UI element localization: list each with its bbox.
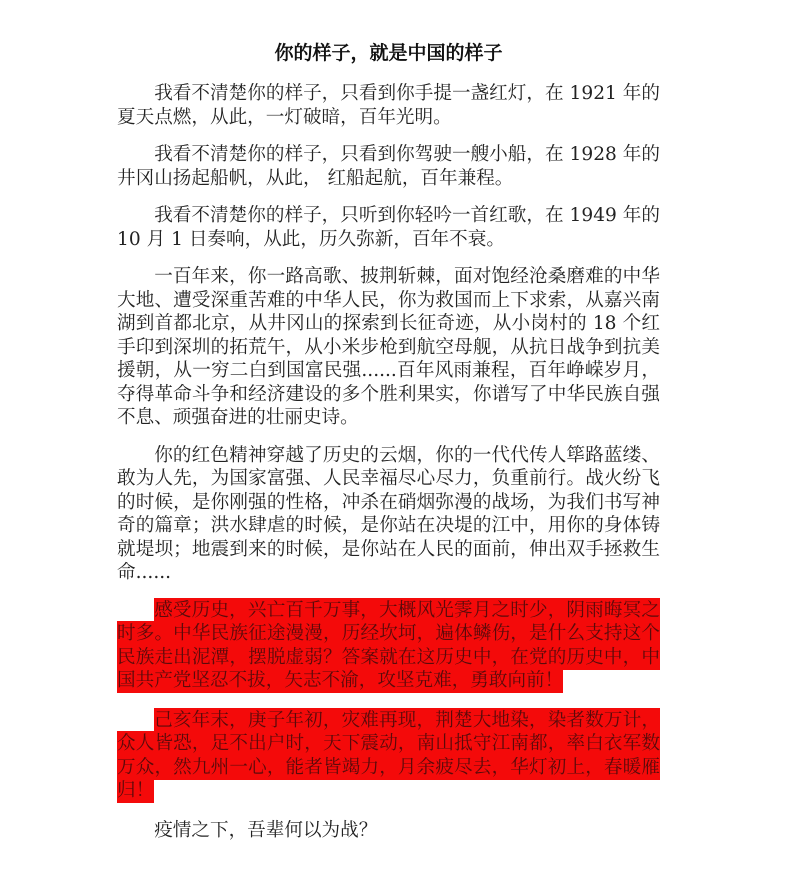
paragraph: 一百年来，你一路高歌、披荆斩棘，面对饱经沧桑磨难的中华大地、遭受深重苦难的中华人民，你为救国而上下求索，从嘉兴南湖到首都北京，从井冈山的探索到长征奇迹，从小岗村的 18 个红手印到深圳的拓荒午，从小米步枪到航空母舰，从抗日战争到抗美援朝，从一穷二白到国富民强......百年风雨兼程，百年峥嵘岁月，夺得革命斗争和经济建设的多个胜利果实，你谱写了中华民族自强不息、顽强奋进的壮丽史诗。: [117, 266, 660, 428]
paragraph: 疫情之下，吾辈何以为战？: [154, 819, 378, 841]
highlighted-text: 己亥年末，庚子年初，灾难再现，荆楚大地染，染者数万计，众人皆恐，足不出户时，天下震动，南山抵守江南都，率白衣军数万众，然九州一心，能者皆竭力，月余疲尽去，华灯初上，春暖雁归！: [117, 709, 660, 801]
document-page: [117, 40, 660, 856]
paragraph: 你的红色精神穿越了历史的云烟，你的一代代传人筚路蓝缕、敢为人先，为国家富强、人民幸福尽心尽力，负重前行。战火纷飞的时候，是你刚强的性格，冲杀在硝烟弥漫的战场，为我们书写神奇的篇章；洪水肆虐的时候，是你站在决堤的江中，用你的身体铸就堤坝；地震到来的时候，是你站在人民的面前，伸出双手拯救生命......: [117, 444, 660, 583]
highlighted-text: 感受历史，兴亡百千万事，大概风光霁月之时少，阴雨晦冥之时多。中华民族征途漫漫，历经坎坷，遍体鳞伤，是什么支持这个民族走出泥潭，摆脱虚弱？答案就在这历史中，在党的历史中，中国共产党坚忍不拔，矢志不渝，攻坚克难，勇敢向前！: [117, 599, 660, 691]
document-title: 你的样子，就是中国的样子: [274, 42, 503, 64]
paragraph: 我看不清楚你的样子，只看到你手提一盏红灯，在 1921 年的夏天点燃，从此，一灯破暗，百年光明。: [117, 83, 660, 128]
highlighted-paragraph: [117, 599, 660, 693]
highlighted-paragraph: [117, 709, 660, 803]
paragraph: 我看不清楚你的样子，只看到你驾驶一艘小船，在 1928 年的井冈山扬起船帆，从此， 红船起航，百年兼程。: [117, 144, 660, 189]
paragraph: 我看不清楚你的样子，只听到你轻吟一首红歌，在 1949 年的 10 月 1 日奏响，从此，历久弥新，百年不衰。: [117, 205, 660, 250]
